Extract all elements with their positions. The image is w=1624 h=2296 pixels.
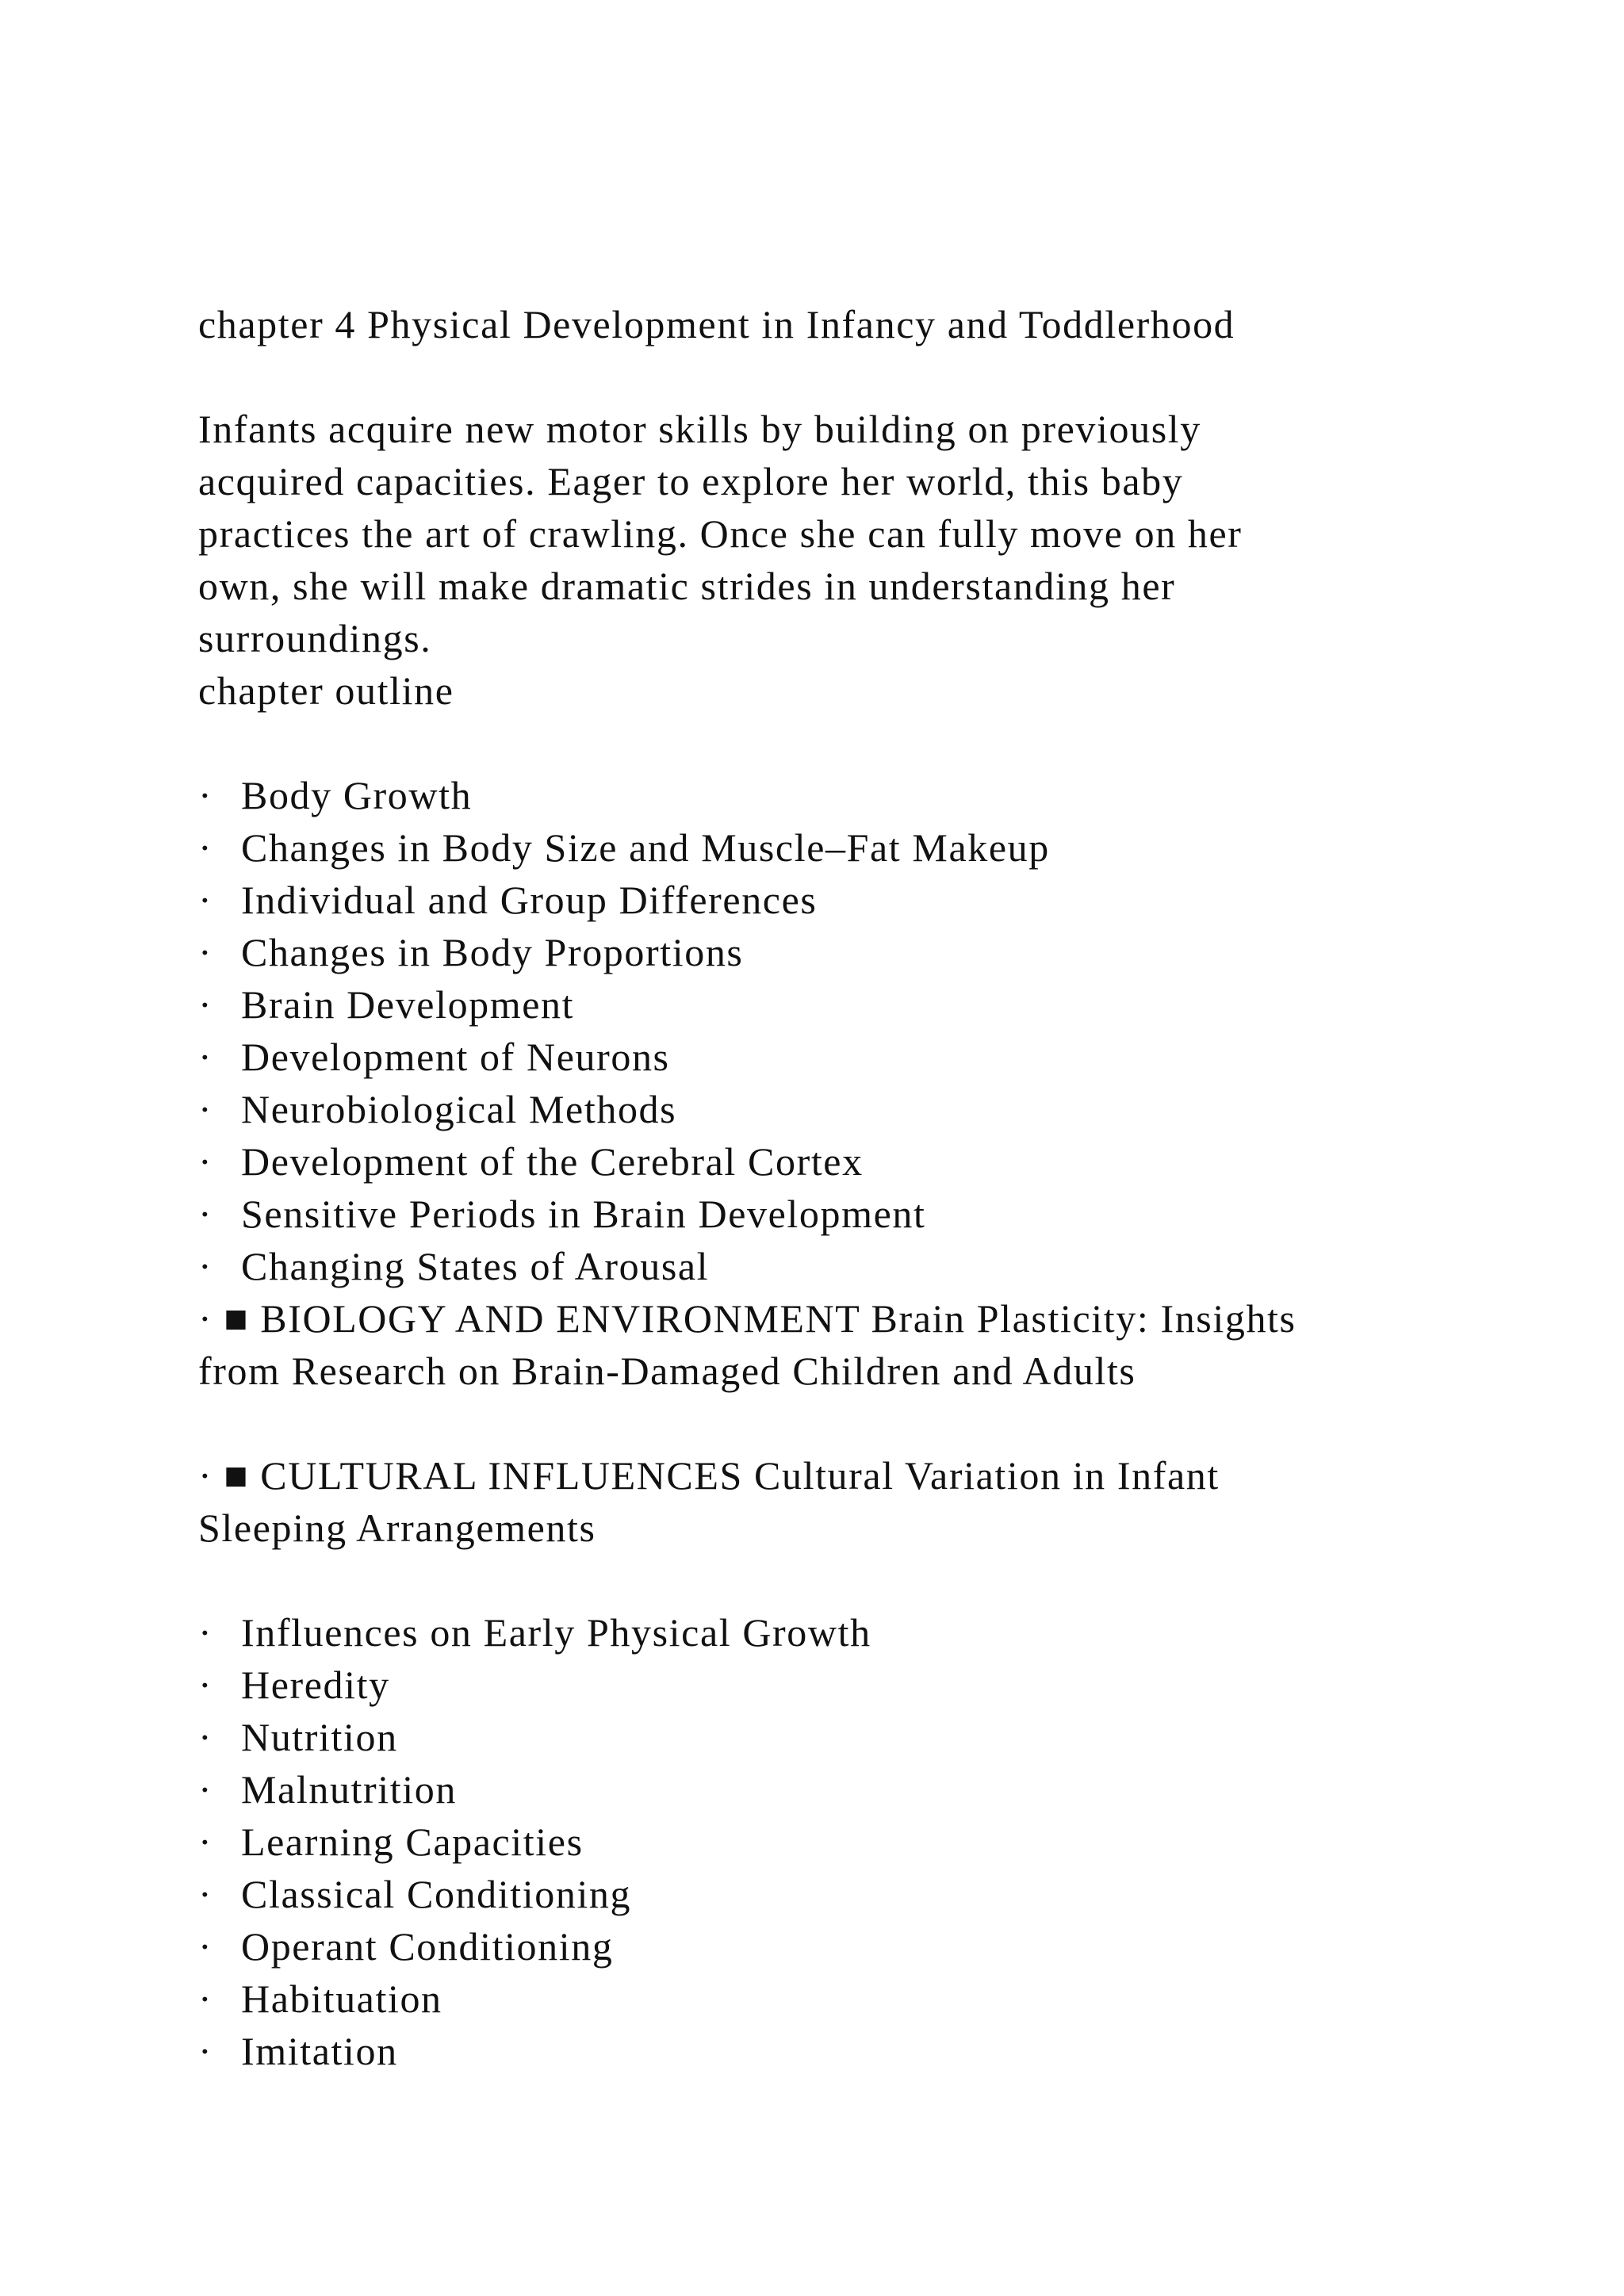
outline-item-label: Malnutrition (241, 1767, 457, 1812)
outline-item-label: Body Growth (241, 773, 473, 817)
outline-item (198, 1135, 1499, 1188)
outline-item (198, 821, 1499, 874)
outline-item (198, 1868, 1499, 1920)
bullet-icon: · (198, 1139, 213, 1184)
outline-item-label: Imitation (241, 2029, 398, 2073)
outline-item-label: Learning Capacities (241, 1820, 584, 1864)
outline-item-label: Classical Conditioning (241, 1872, 632, 1916)
outline-item-label: Changing States of Arousal (241, 1244, 710, 1288)
outline-item-label: Changes in Body Size and Muscle–Fat Makeup (241, 825, 1050, 870)
bullet-icon: · (198, 1610, 213, 1655)
feature-box-lead: · ■ CULTURAL INFLUENCES Cultural Variation in Infant (198, 1453, 1220, 1498)
bullet-icon: · (198, 1192, 213, 1236)
outline-item (198, 1659, 1499, 1711)
feature-box-continuation: from Research on Brain-Damaged Children and Adults (198, 1349, 1136, 1393)
outline-item (198, 769, 1499, 821)
outline-item (198, 926, 1499, 978)
outline-item-label: Nutrition (241, 1715, 398, 1759)
bullet-icon: · (198, 825, 213, 870)
feature-box-biology (198, 1292, 1499, 1397)
bullet-icon: · (198, 878, 213, 922)
outline-item (198, 874, 1499, 926)
bullet-icon: · (198, 1820, 213, 1864)
outline-item-label: Brain Development (241, 982, 575, 1027)
spacer (198, 1554, 1499, 1606)
outline-item (198, 1816, 1499, 1868)
outline-list-1 (198, 769, 1499, 1292)
outline-item (198, 1188, 1499, 1240)
feature-box-lead: · ■ BIOLOGY AND ENVIRONMENT Brain Plasticity: Insights (198, 1296, 1297, 1341)
spacer (198, 1397, 1499, 1449)
outline-item (198, 2025, 1499, 2077)
bullet-icon: · (198, 2029, 213, 2073)
outline-item (198, 1711, 1499, 1763)
chapter-title: chapter 4 Physical Development in Infancy and Toddlerhood (198, 302, 1235, 346)
intro-line: surroundings. (198, 616, 432, 660)
intro-line: acquired capacities. Eager to explore her world, this baby (198, 459, 1184, 503)
outline-item (198, 1240, 1499, 1292)
bullet-icon: · (198, 982, 213, 1027)
outline-item-label: Habituation (241, 1976, 442, 2021)
bullet-icon: · (198, 1767, 213, 1812)
bullet-icon: · (198, 1035, 213, 1079)
bullet-icon: · (198, 1715, 213, 1759)
bullet-icon: · (198, 1663, 213, 1707)
outline-item-label: Individual and Group Differences (241, 878, 818, 922)
bullet-icon: · (198, 1244, 213, 1288)
bullet-icon: · (198, 930, 213, 974)
intro-paragraph (198, 403, 1499, 664)
intro-line: Infants acquire new motor skills by building on previously (198, 407, 1201, 451)
outline-item-label: Heredity (241, 1663, 390, 1707)
spacer (198, 717, 1499, 769)
feature-box-continuation: Sleeping Arrangements (198, 1506, 596, 1550)
outline-item-label: Operant Conditioning (241, 1924, 614, 1969)
outline-item (198, 978, 1499, 1031)
outline-item-label: Changes in Body Proportions (241, 930, 744, 974)
outline-item (198, 1973, 1499, 2025)
bullet-icon: · (198, 1924, 213, 1969)
outline-item-label: Development of Neurons (241, 1035, 670, 1079)
bullet-icon: · (198, 1872, 213, 1916)
intro-line: practices the art of crawling. Once she can fully move on her (198, 511, 1243, 556)
outline-heading: chapter outline (198, 668, 454, 713)
outline-item (198, 1083, 1499, 1135)
spacer (198, 350, 1499, 403)
bullet-icon: · (198, 1087, 213, 1131)
outline-item-label: Neurobiological Methods (241, 1087, 677, 1131)
outline-item (198, 1920, 1499, 1973)
outline-item-label: Sensitive Periods in Brain Development (241, 1192, 926, 1236)
outline-item (198, 1606, 1499, 1659)
document-page (198, 298, 1499, 2077)
intro-line: own, she will make dramatic strides in understanding her (198, 564, 1176, 608)
outline-item-label: Influences on Early Physical Growth (241, 1610, 871, 1655)
outline-list-2 (198, 1606, 1499, 2077)
outline-item (198, 1031, 1499, 1083)
outline-item (198, 1763, 1499, 1816)
bullet-icon: · (198, 773, 213, 817)
outline-item-label: Development of the Cerebral Cortex (241, 1139, 864, 1184)
bullet-icon: · (198, 1976, 213, 2021)
feature-box-cultural (198, 1449, 1499, 1554)
